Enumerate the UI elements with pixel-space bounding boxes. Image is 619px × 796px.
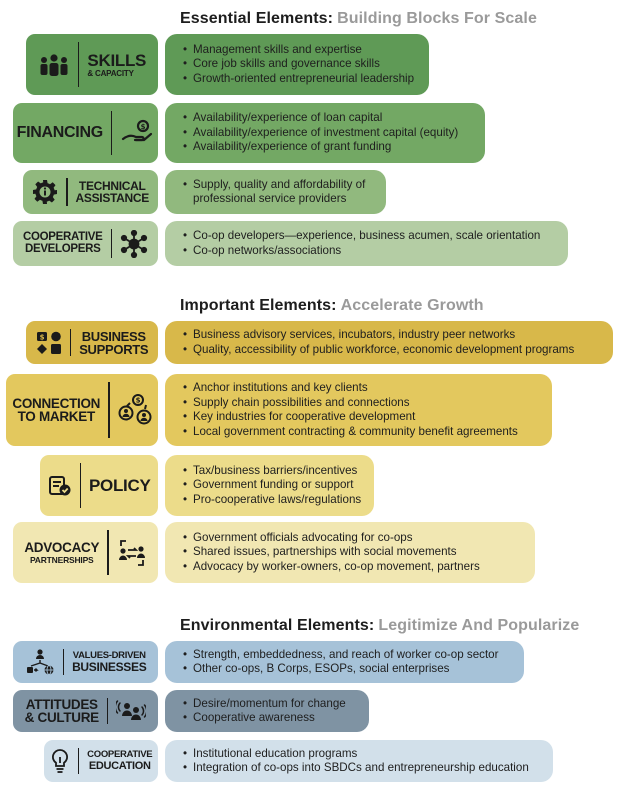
label-text: CONNECTION TO MARKET: [12, 395, 101, 424]
bullets-skills: [165, 34, 429, 95]
section-title-essential: [180, 10, 537, 28]
bullets-technical-assistance: [165, 170, 386, 214]
section-subheading: Legitimize And Popularize: [378, 617, 580, 634]
bullet-item: • Management skills and expertise: [183, 43, 417, 58]
bullet-item: • Core job skills and governance skills: [183, 57, 417, 72]
bullet-item: • Other co-ops, B Corps, ESOPs, social enterprises: [183, 662, 512, 677]
partnership-icon: [117, 538, 147, 568]
label-text: ATTITUDES & CULTURE: [24, 696, 99, 725]
bullet-item: • Government officials advocating for co-ops: [183, 531, 523, 546]
label-connection-to-market: [6, 374, 158, 446]
bullet-item: • Integration of co-ops into SBDCs and entrepreneurship education: [183, 761, 541, 776]
label-text: VALUES-DRIVEN BUSINESSES: [72, 649, 147, 675]
label-text: BUSINESS SUPPORTS: [79, 328, 149, 357]
label-cooperative-developers: [13, 221, 158, 266]
label-text: POLICY: [89, 476, 151, 495]
bullet-item: • Anchor institutions and key clients: [183, 381, 540, 396]
section-subheading: Accelerate Growth: [340, 297, 484, 314]
section-title-important: [180, 297, 484, 315]
label-business-supports: [26, 321, 158, 364]
people-icon: [38, 53, 70, 77]
section-subheading: Building Blocks For Scale: [337, 10, 537, 27]
label-separator: [78, 748, 80, 774]
speaking-people-icon: [116, 698, 146, 724]
bullet-item: • Cooperative awareness: [183, 711, 357, 726]
label-skills: [26, 34, 158, 95]
svg-text:$: $: [140, 123, 146, 131]
lightbulb-icon: [50, 748, 70, 774]
label-text: COOPERATIVE DEVELOPERS: [22, 231, 103, 255]
section-heading: Important Elements:: [180, 297, 337, 314]
label-text: SKILLS & CAPACITY: [87, 50, 147, 78]
bullet-item: • Growth-oriented entrepreneurial leadership: [183, 72, 417, 87]
bullet-item: • Government funding or support: [183, 478, 362, 493]
svg-text:$: $: [135, 396, 141, 405]
document-check-icon: [48, 474, 72, 498]
bullet-item: • Business advisory services, incubators, industry peer networks: [183, 328, 601, 343]
label-text: ADVOCACY PARTNERSHIPS: [24, 540, 100, 565]
label-text: TECHNICAL ASSISTANCE: [75, 179, 149, 205]
bullet-item: • Co-op developers—experience, business acumen, scale orientation: [183, 229, 556, 244]
bullet-item: • Local government contracting & community benefit agreements: [183, 425, 540, 440]
bullets-connection-to-market: [165, 374, 552, 446]
bullets-financing: [165, 103, 485, 163]
bullets-attitudes-culture: [165, 690, 369, 732]
bullet-item: • Institutional education programs: [183, 747, 541, 762]
bullets-cooperative-developers: [165, 221, 568, 266]
bullet-item: • Supply chain possibilities and connections: [183, 396, 540, 411]
bullet-item: • Key industries for cooperative development: [183, 410, 540, 425]
label-separator: [80, 463, 82, 508]
label-technical-assistance: [23, 170, 158, 214]
bullet-item: • Advocacy by worker-owners, co-op movement, partners: [183, 560, 523, 575]
bullet-item: • Availability/experience of grant funding: [183, 140, 473, 155]
bullets-policy: [165, 455, 374, 516]
label-financing: [13, 103, 158, 163]
label-separator: [78, 42, 80, 87]
section-title-environmental: [180, 617, 579, 635]
label-separator: [111, 229, 113, 258]
label-separator: [111, 111, 113, 155]
bullet-item: • Availability/experience of investment capital (equity): [183, 126, 473, 141]
label-separator: [63, 649, 65, 675]
bullet-item: • Desire/momentum for change: [183, 697, 357, 712]
label-text: FINANCING: [16, 124, 103, 141]
label-attitudes-culture: [13, 690, 158, 732]
label-separator: [107, 698, 109, 724]
network-hub-icon: [120, 230, 148, 258]
section-heading: Essential Elements:: [180, 10, 334, 27]
bullets-business-supports: [165, 321, 613, 364]
label-separator: [108, 382, 110, 438]
bullet-item: • Supply, quality and affordability of professional service providers: [183, 178, 374, 207]
bullet-item: • Co-op networks/associations: [183, 244, 556, 259]
bullet-item: • Shared issues, partnerships with social movements: [183, 545, 523, 560]
svg-text:$: $: [39, 333, 45, 341]
label-text: COOPERATIVE EDUCATION: [87, 749, 153, 772]
grid-tools-icon: [36, 331, 62, 355]
person-globe-icon: [25, 648, 55, 676]
bullet-item: • Quality, accessibility of public workforce, economic development programs: [183, 343, 601, 358]
bullets-cooperative-education: [165, 740, 553, 782]
section-heading: Environmental Elements:: [180, 617, 375, 634]
gear-info-icon: [32, 179, 58, 205]
label-separator: [66, 178, 68, 206]
bullet-item: • Strength, embeddedness, and reach of worker co-op sector: [183, 648, 512, 663]
label-cooperative-education: [44, 740, 158, 782]
bullet-item: • Pro-cooperative laws/regulations: [183, 493, 362, 508]
person-exchange-icon: [118, 393, 152, 427]
bullet-item: • Tax/business barriers/incentives: [183, 464, 362, 479]
bullets-values-driven-businesses: [165, 641, 524, 683]
label-separator: [107, 530, 109, 575]
bullets-advocacy-partnerships: [165, 522, 535, 583]
bullet-item: • Availability/experience of loan capital: [183, 111, 473, 126]
label-advocacy-partnerships: [13, 522, 158, 583]
label-separator: [70, 329, 72, 356]
label-values-driven-businesses: [13, 641, 158, 683]
hand-coin-icon: [120, 119, 154, 147]
label-policy: [40, 455, 158, 516]
